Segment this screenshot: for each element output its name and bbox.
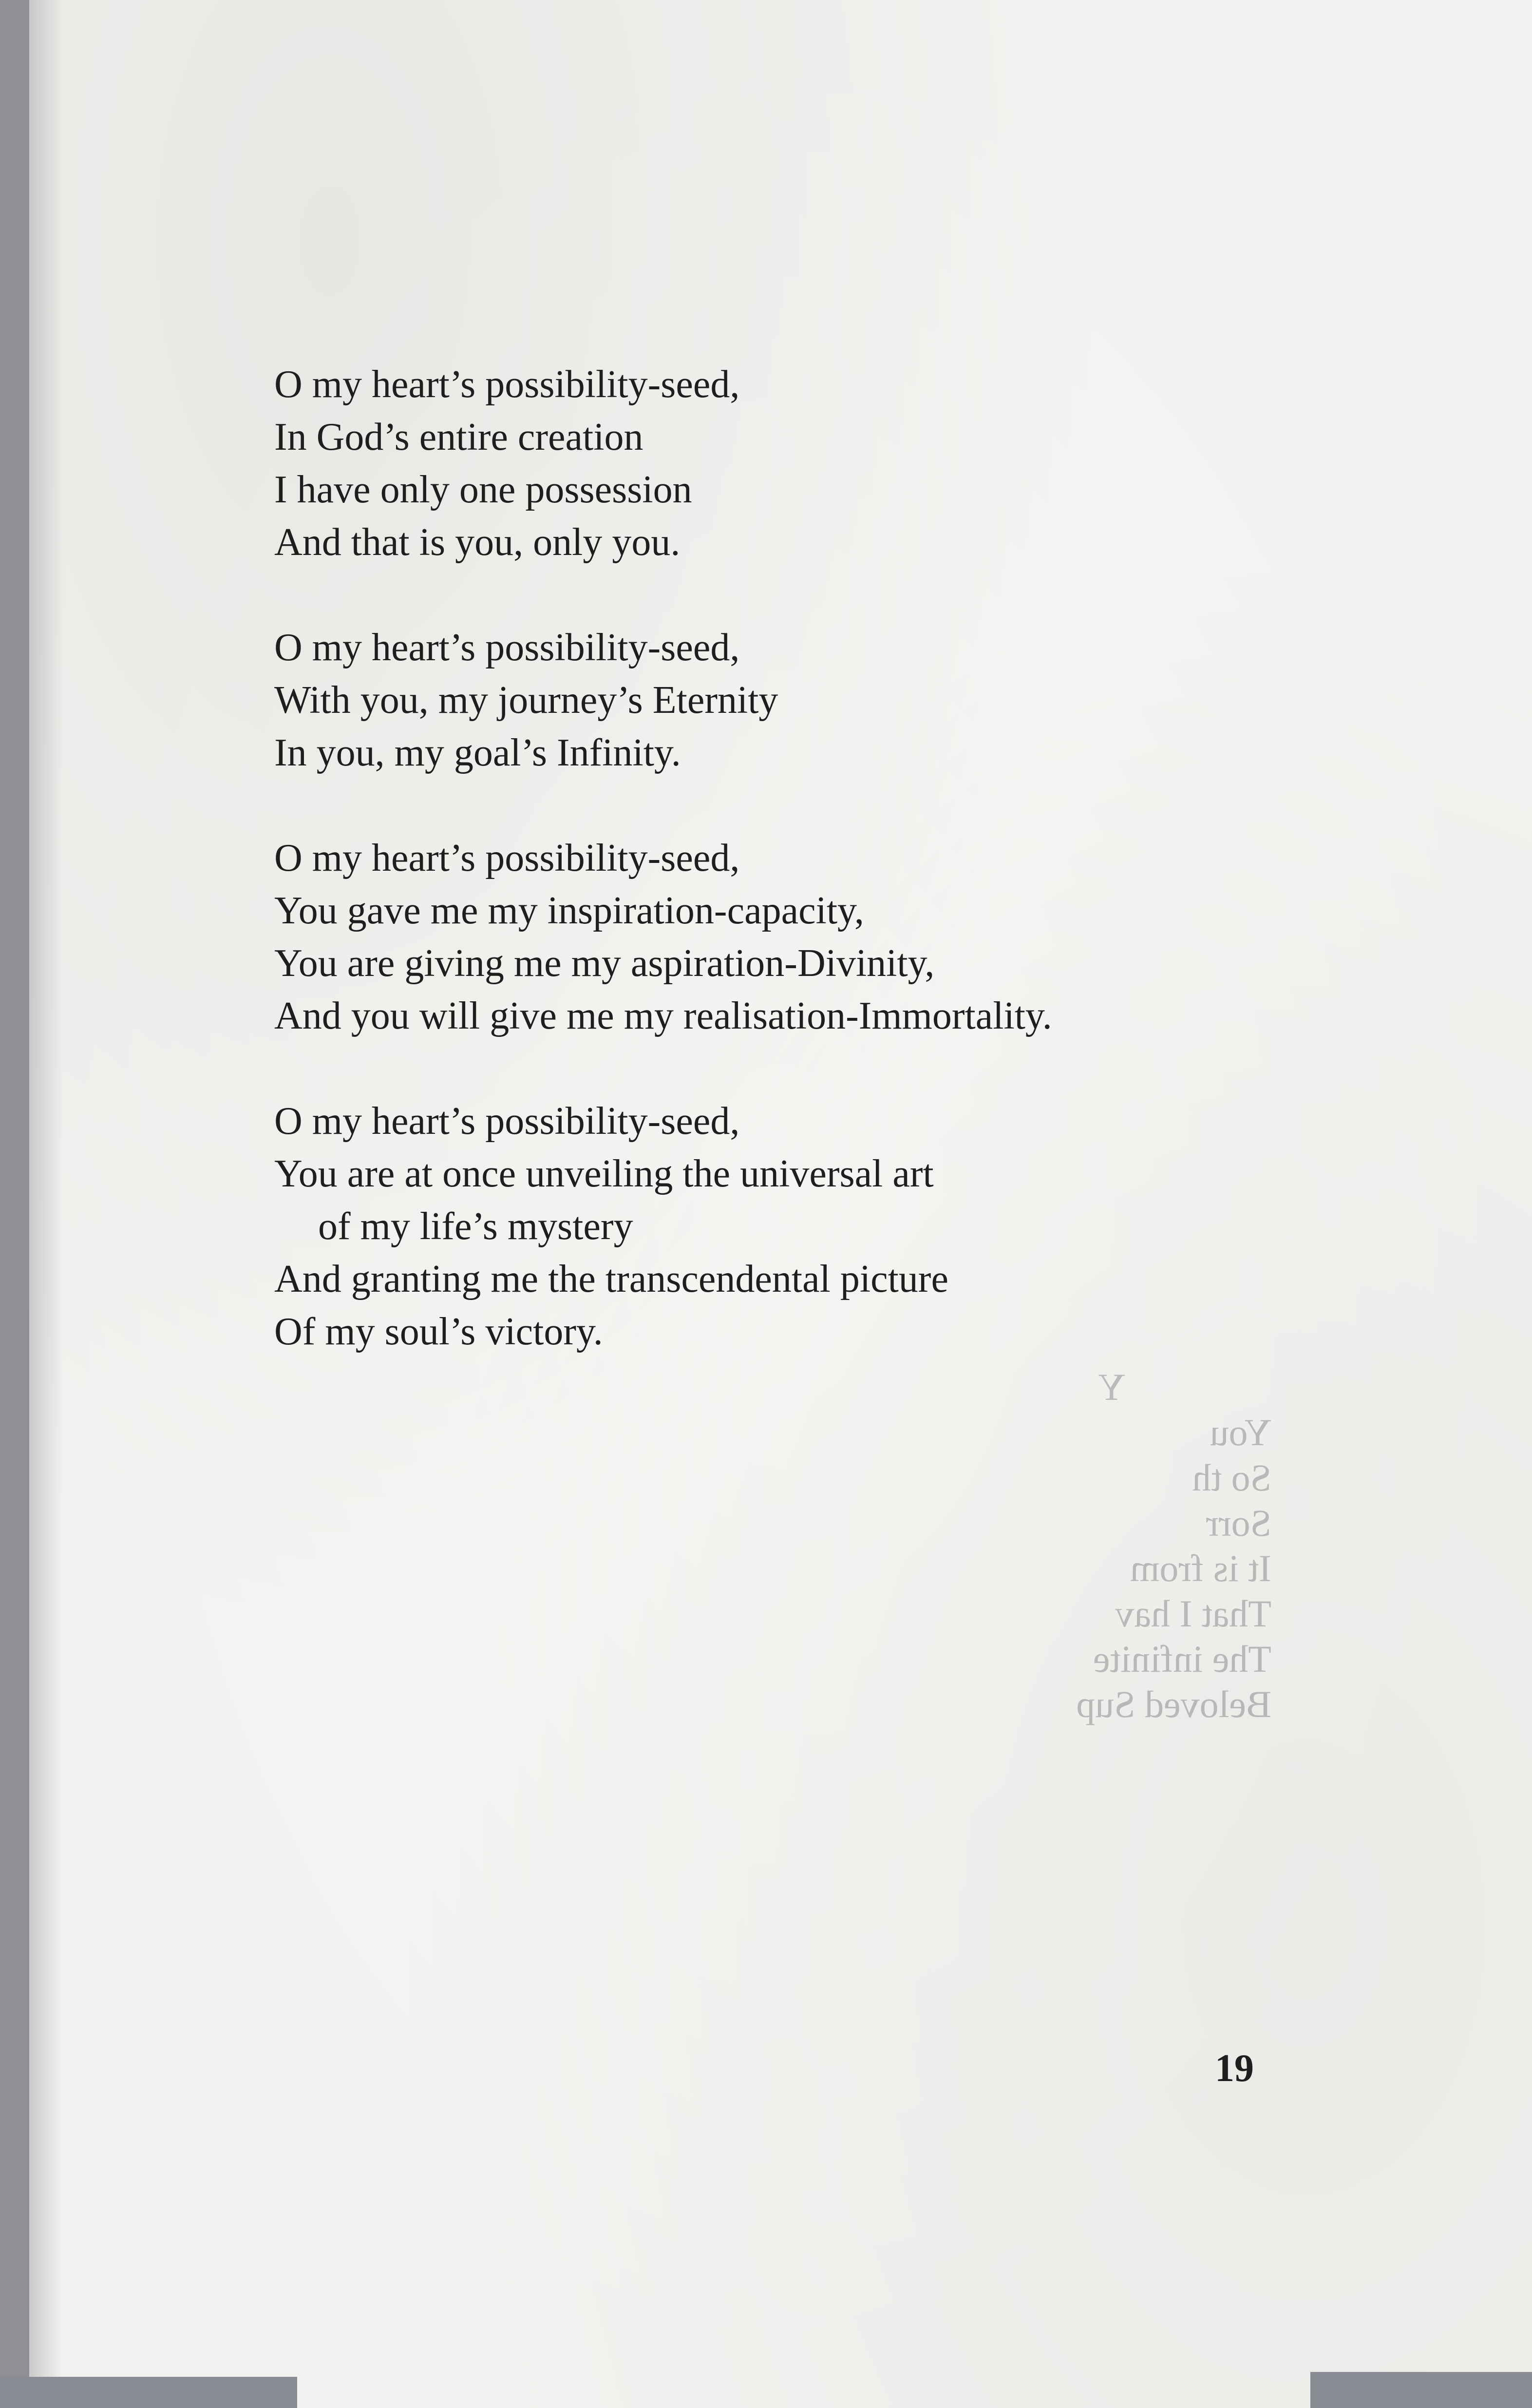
bleed-line: Y (1097, 1366, 1125, 1408)
stanza-4 (274, 1095, 1395, 1358)
poem (274, 358, 1395, 1411)
poem-line: In you, my goal’s Infinity. (274, 731, 681, 774)
poem-line: I have only one possession (274, 468, 692, 511)
bleed-line: It is from (1130, 1547, 1271, 1589)
bleed-line: So th (1192, 1456, 1271, 1499)
bleed-through-text (969, 1364, 1271, 1727)
poem-line-continuation: of my life’s mystery (318, 1205, 633, 1248)
poem-line: And you will give me my realisation-Immortality. (274, 994, 1052, 1037)
bleed-line: That I hav (1115, 1592, 1271, 1635)
poem-line: You are at once unveiling the universal art (274, 1152, 934, 1195)
bleed-line: Sorr (1206, 1502, 1271, 1544)
scan-edge-right (1310, 2372, 1532, 2408)
bleed-line: Beloved Sup (1076, 1683, 1271, 1725)
stanza-2 (274, 621, 1395, 779)
bleed-line: The infinite (1093, 1638, 1271, 1680)
stanza-1 (274, 358, 1395, 569)
poem-line: O my heart’s possibility-seed, (274, 363, 740, 406)
bleed-line: You (1210, 1411, 1271, 1453)
poem-line: O my heart’s possibility-seed, (274, 626, 740, 669)
page-number: 19 (1215, 2047, 1254, 2090)
poem-line: With you, my journey’s Eternity (274, 679, 778, 722)
poem-line: And that is you, only you. (274, 521, 681, 564)
scan-edge-left (0, 2377, 297, 2408)
poem-line: O my heart’s possibility-seed, (274, 837, 740, 879)
stanza-3 (274, 832, 1395, 1042)
poem-line: O my heart’s possibility-seed, (274, 1100, 740, 1143)
poem-line: Of my soul’s victory. (274, 1310, 603, 1353)
poem-line: You gave me my inspiration-capacity, (274, 889, 864, 932)
poem-line: And granting me the transcendental picture (274, 1258, 948, 1300)
poem-line: In God’s entire creation (274, 416, 643, 459)
page-gutter-shadow (29, 0, 63, 2408)
poem-line: You are giving me my aspiration-Divinity, (274, 942, 935, 985)
